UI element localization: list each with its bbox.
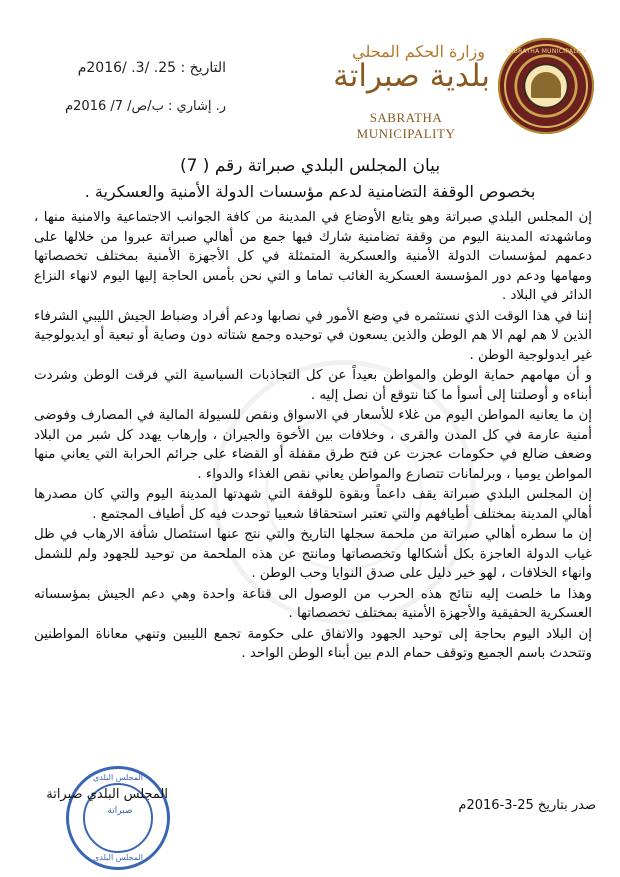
letterhead [0, 0, 620, 150]
signature-line: المجلس البلدي صبراتة [46, 787, 168, 802]
seal-arch-icon [531, 72, 561, 98]
reference-number: ر. إشاري : ب/ص/ 7/ 2016م [65, 99, 226, 114]
paragraph: إن المجلس البلدي صبراتة يقف داعماً وبقوة للوقفة التي شهدتها المدينة اليوم والتي كان مصدرها أهالي المدينة بمختلف أطيافهم والتي تعتبر استحقاقا شعبيا توحدت فيه كل أطياف المجتمع . [34, 487, 592, 522]
stamp-bottom-text: المجلس البلدي [92, 853, 144, 862]
statement-body [34, 208, 592, 665]
ministry-name: وزارة الحكم المحلي [352, 42, 485, 61]
municipality-name-english: SABRATHA MUNICIPALITY [356, 110, 456, 141]
seal-text: SABRATHA MUNICIPALITY [505, 48, 587, 55]
paragraph: إن ما يعانيه المواطن اليوم من غلاء للأسعار في الاسواق ونقص للسيولة المالية في المصارف وفوضى أمنية عارمة في كل المدن والقرى ، وخلافات بين الأخوة والجيران ، وإرهاب يهدد كل شبر من البلاد وضعف ضالع في حكومات عجزت عن فتح طرق مقفلة أو القضاء على جرائم الحرابة التي يعاني منها المواطن يوميا ، وبرلمانات تتصارع والمواطن يعاني نقص الغذاء والدواء . [34, 408, 592, 482]
document-date: التاريخ : 25. /3. /2016م [77, 60, 226, 76]
municipality-name-arabic: بلدية صبراتة [333, 58, 490, 94]
official-stamp [66, 766, 170, 870]
municipality-seal [498, 38, 594, 134]
paragraph: إن المجلس البلدي صبراتة وهو يتابع الأوضاع في المدينة من كافة الجوانب الاجتماعية والامنية منها ، وماشهدته المدينة اليوم من وقفة تضامنية شارك فيها جمع من أهالي صبراتة عبروا من خلالها على دعمهم لمؤسسات الدولة الأمنية والعسكرية المتمثلة في كل الأجهزة الأمنية بمختلف تخصصاتها ومهامها ودعم دور المؤسسة العسكرية الغائب تماما و التي نحن بأمس الحاجة إليها اليوم لانهاء النزاع الدائر في البلاد . [34, 210, 592, 303]
paragraph: إننا في هذا الوقت الذي نستثمره في وضع الأمور في نصابها ودعم أفراد وضباط الجيش الليبي الشرفاء الذين لا هم لهم الا هم الوطن والذين يسعون في توحيده وجمع شتاته دون وصاية أو تبعية أو ايديولوجية غير ايدولوجية الوطن . [34, 308, 592, 363]
paragraph: وهذا ما خلصت إليه نتائج هذه الحرب من الوصول الى قناعة واحدة وهي دعم الجيش بمؤسساته العسكرية الحقيقية والأجهزة الأمنية بمختلف تخصصاتها . [34, 586, 592, 621]
paragraph: إن ما سطره أهالي صبراتة من ملحمة سجلها التاريخ والتي نتج عنها استئصال شأفة الارهاب في ظل غياب الدولة العاجزة بكل أشكالها وتخصصاتها ومانتج عن هذه الملحمة من توحيد للجهود ولم للشمل وانهاء الخلافات ، لهو خير دليل على صدق النوايا وحب الوطن . [34, 527, 592, 581]
paragraph: إن البلاد اليوم بحاجة إلى توحيد الجهود والاتفاق على حكومة تجمع الليبين وتنهي معاناة المواطنين وتتحدث باسم الجميع وتوقف حمام الدم بين أبناء الوطن الواحد . [34, 626, 592, 661]
stamp-top-text: المجلس البلدي [92, 773, 144, 782]
statement-heading [40, 154, 580, 204]
paragraph: و أن مهامهم حماية الوطن والمواطن بعيداً عن كل التجاذبات السياسية التي فرقت الوطن وشردت أبناءه و أوصلتنا إلى أسوأ ما كنا نتوقع أن نصل إليه . [34, 368, 592, 403]
stamp-center-text: صبراتة [107, 806, 133, 816]
statement-title: بيان المجلس البلدي صبراتة رقم ( 7) [179, 156, 441, 176]
issue-date: صدر بتاريخ 25-3-2016م [458, 798, 596, 813]
statement-subtitle: بخصوص الوقفة التضامنية لدعم مؤسسات الدولة الأمنية والعسكرية . [84, 182, 536, 201]
